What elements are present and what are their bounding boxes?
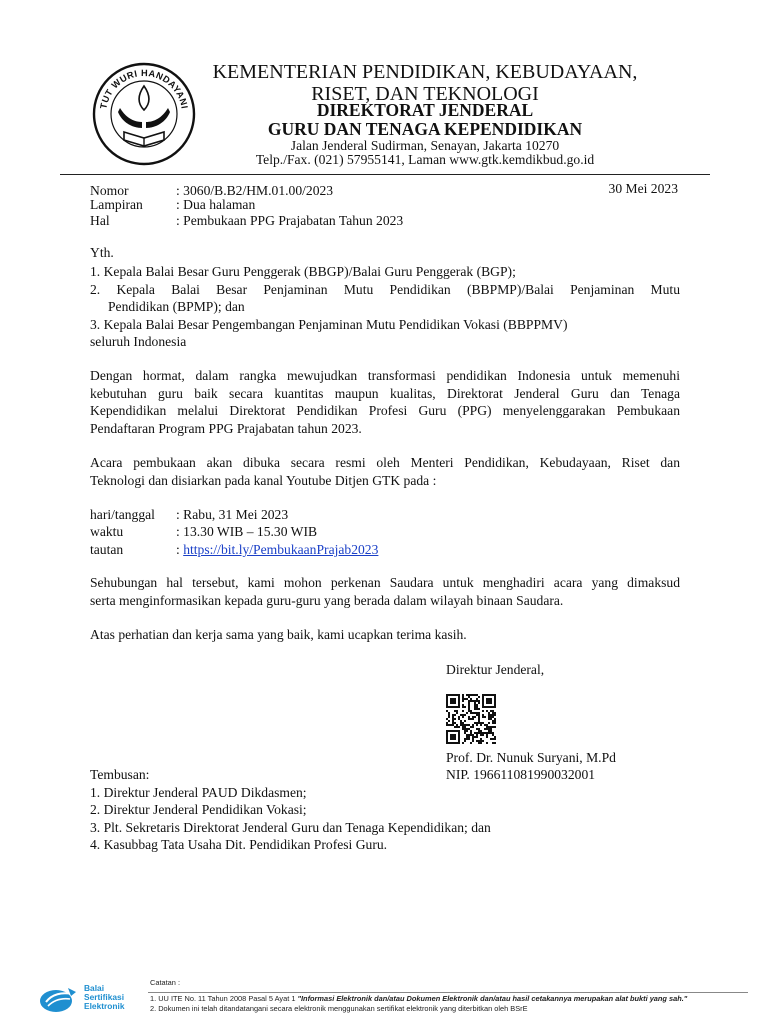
signatory-name: Prof. Dr. Nunuk Suryani, M.Pd: [446, 750, 616, 765]
header-divider: [60, 174, 710, 175]
paragraph-1-line: kebutuhan guru baik secara kuantitas maupun kualitas, Direktorat Jenderal Guru dan Tenaga: [90, 386, 680, 401]
bse-wordmark: [84, 984, 125, 1011]
paragraph-3-line: serta menginformasikan kepada guru-guru yang berada dalam wilayah binaan Saudara.: [90, 593, 564, 608]
event-label-time: waktu: [90, 524, 124, 539]
meta-label-hal: Hal: [90, 213, 110, 228]
address: Jalan Jenderal Sudirman, Senayan, Jakarta 10270: [290, 138, 560, 153]
meta-value-hal: : Pembukaan PPG Prajabatan Tahun 2023: [176, 213, 404, 228]
footer-divider: [148, 992, 748, 993]
note-1-prefix: 1. UU ITE No. 11 Tahun 2008 Pasal 5 Ayat 1: [150, 994, 298, 1003]
event-label-link: tautan: [90, 542, 124, 557]
logo-motto: TUT WURI HANDAYANI: [98, 67, 190, 110]
paragraph-1-line: Pendaftaran Program PPG Prajabatan tahun 2023.: [90, 421, 362, 436]
signatory-nip: NIP. 196611081990032001: [446, 767, 596, 782]
paragraph-1-line: Dengan hormat, dalam rangka mewujudkan transformasi pendidikan Indonesia untuk memenuhi: [90, 368, 680, 383]
recipient-3: 3. Kepala Balai Besar Pengembangan Penjaminan Mutu Pendidikan Vokasi (BBPPMV): [90, 317, 568, 332]
directorate-general: DIREKTORAT JENDERAL: [316, 100, 534, 120]
directorate-general-2: GURU DAN TENAGA KEPENDIDIKAN: [267, 119, 583, 139]
ministry-name-2: RISET, DAN TEKNOLOGI: [311, 83, 539, 105]
signatory-title: Direktur Jenderal,: [446, 662, 545, 677]
meta-label-lampiran: Lampiran: [90, 197, 143, 212]
tembusan-item: 2. Direktur Jenderal Pendidikan Vokasi;: [90, 802, 307, 817]
event-value-date: : Rabu, 31 Mei 2023: [176, 507, 289, 522]
bse-logo-icon: [38, 984, 82, 1014]
letter-date: 30 Mei 2023: [608, 181, 678, 196]
bse-line: Elektronik: [84, 1001, 125, 1011]
meta-value-nomor: : 3060/B.B2/HM.01.00/2023: [176, 183, 334, 198]
closing-sentence: Atas perhatian dan kerja sama yang baik, kami ucapkan terima kasih.: [90, 627, 467, 642]
tembusan-item: 3. Plt. Sekretaris Direktorat Jenderal Guru dan Tenaga Kependidikan; dan: [90, 820, 491, 835]
qr-code: [446, 694, 496, 744]
bse-line: Sertifikasi: [84, 992, 125, 1002]
contact-info: Telp./Fax. (021) 57955141, Laman www.gtk.kemdikbud.go.id: [255, 152, 595, 167]
event-value-link: [176, 541, 378, 559]
link-prefix: :: [176, 542, 184, 557]
event-label-date: hari/tanggal: [90, 507, 155, 522]
footer-catatan: Catatan :: [150, 978, 180, 987]
recipient-2: 2. Kepala Balai Besar Penjaminan Mutu Pendidikan (BBPMP)/Balai Penjaminan Mutu: [90, 282, 680, 297]
ministry-name: KEMENTERIAN PENDIDIKAN, KEBUDAYAAN,: [212, 61, 638, 83]
footer-note-1: [150, 994, 687, 1003]
event-value-time: : 13.30 WIB – 15.30 WIB: [176, 524, 318, 539]
meta-value-lampiran: : Dua halaman: [176, 197, 256, 212]
footer-note-2: 2. Dokumen ini telah ditandatangani secara elektronik menggunakan sertifikat elektronik yang diterbitkan oleh BSrE: [150, 1004, 528, 1013]
paragraph-2-line: Teknologi dan disiarkan pada kanal Youtube Ditjen GTK pada :: [90, 473, 437, 488]
recipient-scope: seluruh Indonesia: [90, 334, 187, 349]
salutation: Yth.: [90, 245, 114, 260]
recipient-1: 1. Kepala Balai Besar Guru Penggerak (BBGP)/Balai Guru Penggerak (BGP);: [90, 264, 516, 279]
recipient-2-cont: Pendidikan (BPMP); dan: [108, 299, 245, 314]
tembusan-item: 1. Direktur Jenderal PAUD Dikdasmen;: [90, 785, 307, 800]
tembusan-item: 4. Kasubbag Tata Usaha Dit. Pendidikan Profesi Guru.: [90, 837, 388, 852]
event-link[interactable]: https://bit.ly/PembukaanPrajab2023: [183, 542, 379, 557]
tut-wuri-handayani-logo: [90, 60, 198, 168]
note-1-quote: "Informasi Elektronik dan/atau Dokumen Elektronik dan/atau hasil cetakannya merupakan alat bukti yang sah.": [297, 994, 688, 1003]
tembusan-heading: Tembusan:: [90, 767, 150, 782]
paragraph-3-line: Sehubungan hal tersebut, kami mohon perkenan Saudara untuk menghadiri acara yang dimaksud: [90, 575, 680, 590]
bse-line: Balai: [84, 983, 105, 993]
meta-label-nomor: Nomor: [90, 183, 129, 198]
paragraph-1-line: Kependidikan melalui Direktorat Pendidikan Profesi Guru (PPG) menyelenggarakan Pembukaan: [90, 403, 680, 418]
paragraph-2-line: Acara pembukaan akan dibuka secara resmi oleh Menteri Pendidikan, Kebudayaan, Riset dan: [90, 455, 680, 470]
